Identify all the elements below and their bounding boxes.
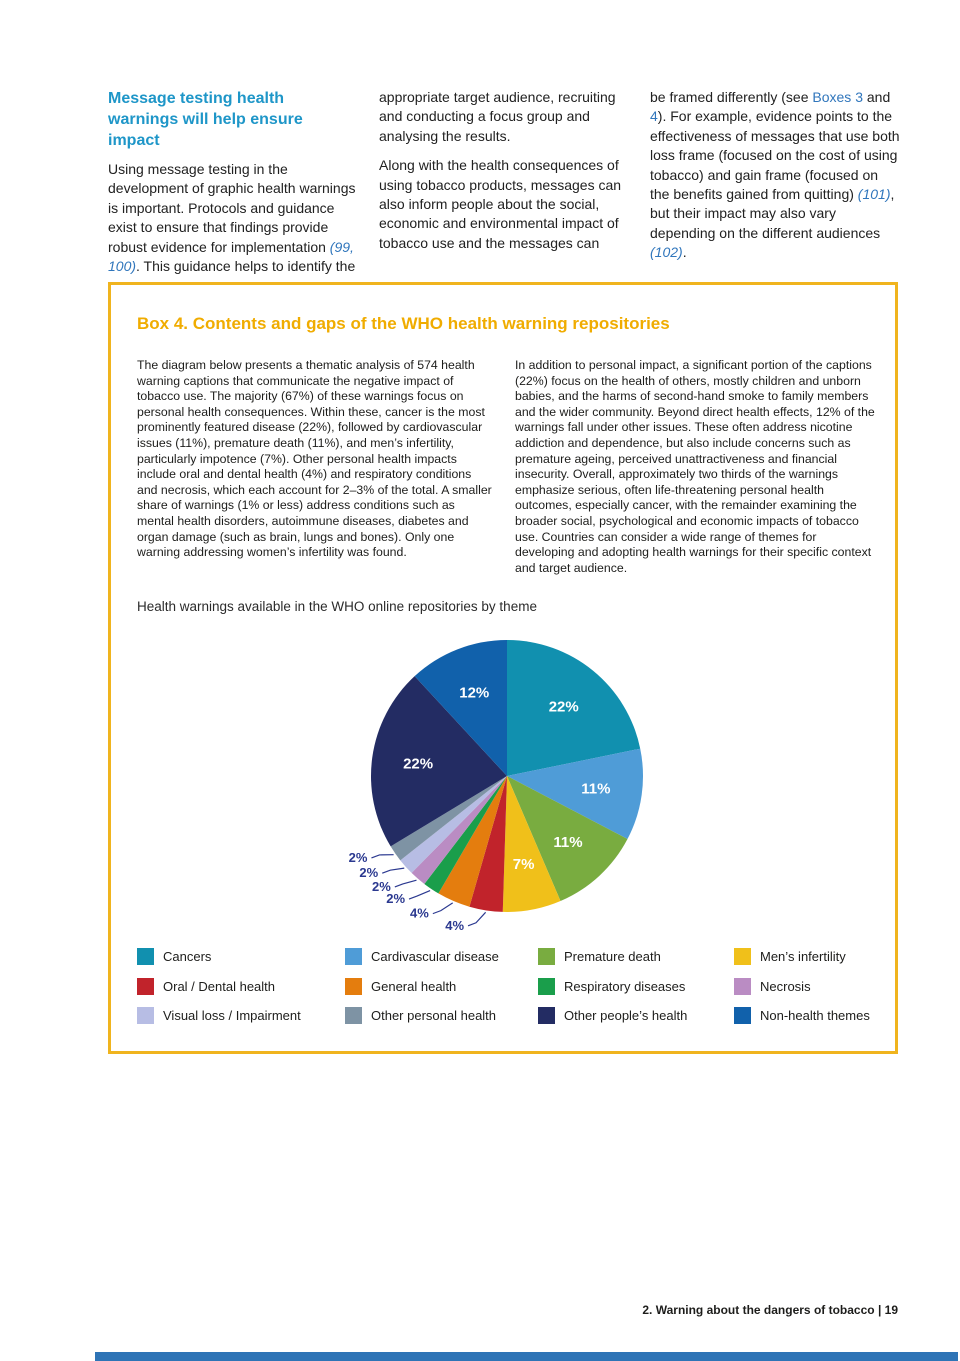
pie-value-label: 22% [403,755,434,773]
article-paragraph [650,88,900,263]
pie-value-label: 12% [459,684,490,702]
legend-label: Necrosis [760,978,811,994]
cross-reference-link[interactable]: (102) [650,244,683,261]
legend-swatch [345,978,362,995]
text-segment: Using message testing in the development of graphic health warnings is important. Protocols and guidance exist to ensure that findings provide robust evidence for implementation [108,161,356,255]
box-title: Box 4. Contents and gaps of the WHO health warning repositories [137,314,670,333]
footer-section-title: 2. Warning about the dangers of tobacco | [642,1303,885,1317]
pie-value-label: 2% [348,849,368,865]
pie-value-label: 7% [512,856,535,874]
legend-item [345,1007,538,1024]
page-footer [642,1303,898,1317]
legend-item [345,978,538,995]
text-segment: , but their impact may also vary depending on the different audiences [650,186,895,241]
pie-leader-line [371,855,393,858]
box-text-left: The diagram below presents a thematic analysis of 574 health warning captions that communicate the negative impact of tobacco use. The majority (67%) of these warnings focus on personal health consequences. Within these, cancer is the most prominently featured disease (22%), followed by cardiovascular issues (11%), premature death (11%), and men’s infertility, particularly impotence (7%). Other personal health impacts include oral and dental health (4%) and respiratory conditions and necrosis, which each account for 2–3% of the total. A smaller share of warnings (1% or less) address conditions such as mental health disorders, autoimmune diseases, diabetes and organ damage (such as brain, lungs and bones). Only one warning addressing women’s infertility was found. [137,358,492,560]
legend-swatch [538,948,555,965]
text-segment: . [682,244,687,261]
legend-swatch [734,978,751,995]
article-column-2 [379,88,629,276]
legend-item [538,948,734,965]
article-paragraph: appropriate target audience, recruiting and conducting a focus group and analysing the results. [379,89,616,144]
text-segment: be framed differently (see [650,89,813,105]
legend-item [734,948,887,965]
legend-label: Cancers [163,949,212,964]
chart-legend [137,948,887,1024]
cross-reference-link[interactable]: 4 [650,108,658,125]
box-text-right: In addition to personal impact, a significant portion of the captions (22%) focus on the health of others, mostly children and unborn babies, and the harms of second-hand smoke to family members and the wider community. Beyond direct health effects, 12% of the warnings fall under other issues. These often address nicotine addiction and dependence, but also include concerns such as premature ageing, perceived unattractiveness and financial insecurity. Overall, approximately two thirds of the warnings emphasize serious, often life-threatening personal health outcomes, especially cancer, with the remainder examining the broader social, psychological and economic impacts of tobacco use. Countries can consider a wide range of themes for developing and adopting health warnings for their specific context and target audience. [515,358,875,575]
pie-value-label: 2% [386,891,406,907]
legend-label: Men’s infertility [760,949,846,964]
pie-value-label: 2% [359,865,379,881]
legend-swatch [137,948,154,965]
bottom-accent-bar [95,1352,958,1361]
legend-swatch [345,948,362,965]
page-number: 19 [884,1303,898,1317]
article-columns [108,88,900,276]
article-paragraph: Along with the health consequences of using tobacco products, messages can also inform people about the social, economic and environmental impact of tobacco use and the messages can [379,157,622,251]
article-paragraph [108,160,358,276]
legend-item [137,1007,345,1024]
legend-swatch [137,1007,154,1024]
legend-label: Cardivascular disease [371,949,499,964]
box-text-columns [137,358,877,576]
legend-swatch [345,1007,362,1024]
pie-leader-line [382,868,404,873]
legend-swatch [137,978,154,995]
pie-value-label: 2% [372,878,391,894]
legend-item [345,948,538,965]
pie-value-label: 22% [548,698,579,716]
pie-leader-line [409,891,430,899]
legend-label: Premature death [564,949,661,964]
pie-leader-line [468,912,486,925]
legend-item [137,978,345,995]
pie-leader-line [433,903,453,914]
legend-item [538,978,734,995]
text-segment: . This guidance helps to identify the [136,258,356,275]
pie-value-label: 4% [410,905,429,921]
pie-chart [111,637,895,949]
legend-item [137,948,345,965]
cross-reference-link[interactable]: (99, 100) [108,238,354,275]
cross-reference-link[interactable]: (101) [857,186,891,203]
pie-value-label: 4% [445,917,465,933]
legend-item [734,1007,887,1024]
legend-item [734,978,887,995]
pie-leader-line [395,880,417,887]
cross-reference-link[interactable]: Boxes 3 [812,89,863,105]
legend-swatch [538,1007,555,1024]
legend-label: Other people’s health [564,1008,688,1023]
article-column-1 [108,88,358,276]
legend-label: Visual loss / Impairment [163,1008,301,1023]
legend-label: Other personal health [371,1008,497,1023]
text-segment: and [862,89,891,105]
legend-label: Non-health themes [760,1008,870,1023]
pie-value-label: 11% [581,780,611,798]
legend-swatch [538,978,555,995]
article-column-3 [650,88,900,276]
legend-swatch [734,948,751,965]
text-segment: ). For example, evidence points to the effectiveness of messages that use both loss frame (focused on the cost of using tobacco) and gain frame (focused on the benefits gained from quitting) [650,108,900,203]
legend-label: Oral / Dental health [163,978,276,994]
legend-label: General health [371,978,457,994]
pie-value-label: 11% [553,833,583,851]
chart-title: Health warnings available in the WHO online repositories by theme [137,599,537,614]
box-4-panel [108,282,898,1054]
legend-label: Respiratory diseases [564,978,686,994]
legend-swatch [734,1007,751,1024]
article-heading: Message testing health warnings will help ensure impact [108,90,303,149]
legend-item [538,1007,734,1024]
